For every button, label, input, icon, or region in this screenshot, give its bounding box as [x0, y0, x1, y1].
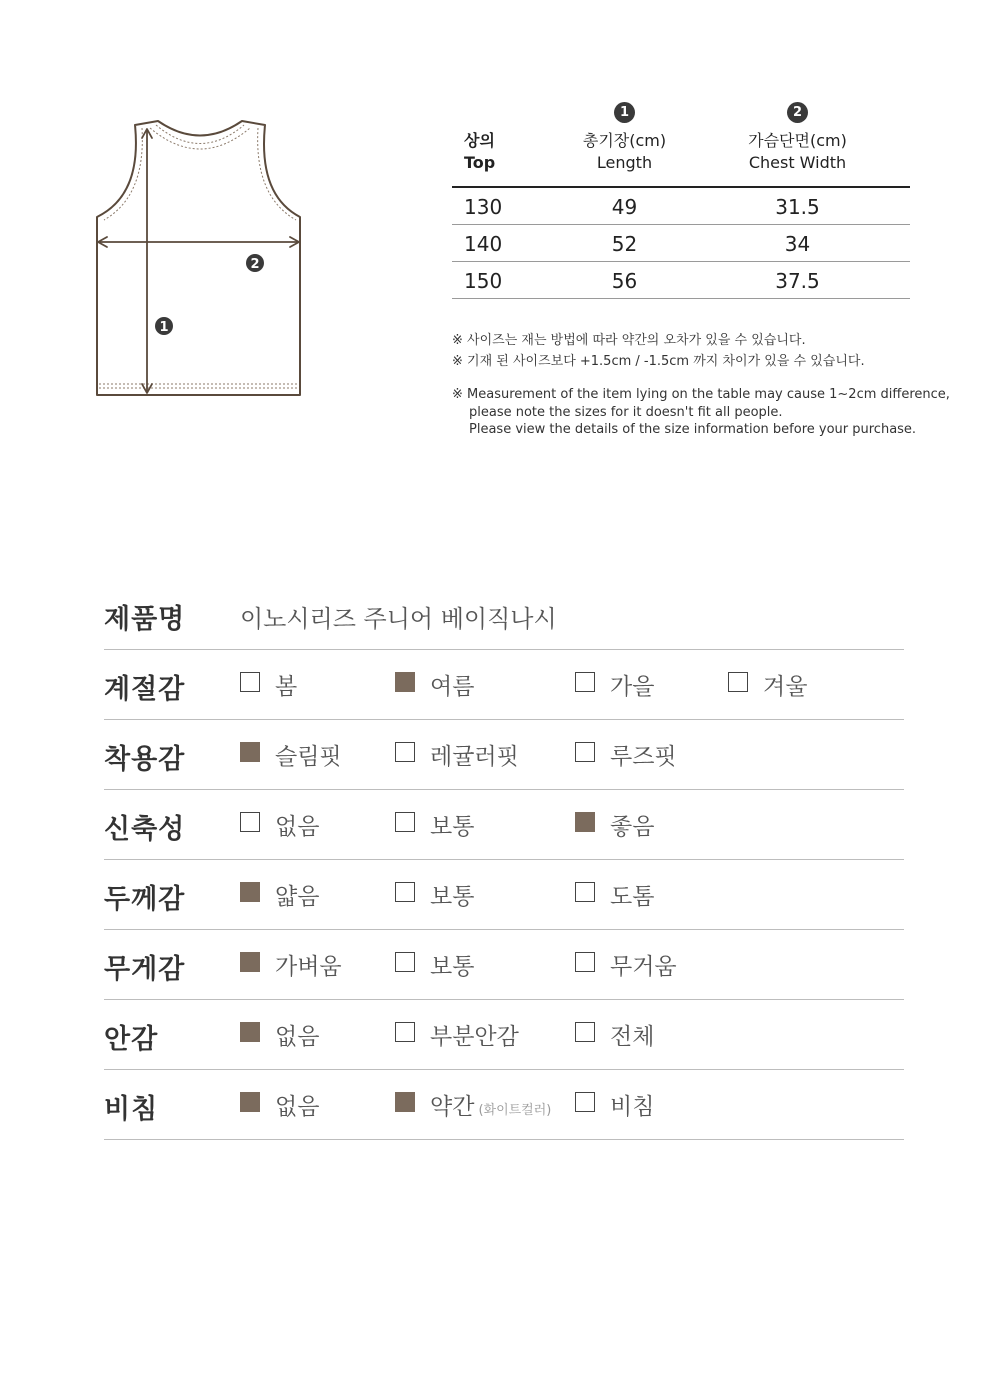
- header-chest: [720, 130, 875, 174]
- marker-chest-badge: 2: [787, 102, 808, 123]
- marker-chest-icon: [246, 254, 264, 272]
- option-text: 좋음: [610, 814, 655, 840]
- checked-box-icon: [395, 1092, 415, 1112]
- header-top-en: Top: [464, 153, 496, 172]
- spec-label: 두께감: [104, 884, 186, 915]
- unchecked-box-icon: [395, 882, 415, 902]
- option-text: 슬림핏: [275, 744, 342, 770]
- size-notes: [452, 330, 950, 439]
- option-text: 얇음: [275, 884, 320, 910]
- option-text: 여름: [430, 674, 475, 700]
- marker-length-icon: [155, 317, 173, 335]
- product-name: 이노시리즈 주니어 베이직나시: [240, 605, 557, 633]
- option-text: 봄: [275, 674, 298, 700]
- option-label: [610, 808, 654, 841]
- option-text: 전체: [610, 1024, 655, 1050]
- unchecked-box-icon: [395, 1022, 415, 1042]
- option-label: [275, 1088, 319, 1121]
- option-label: [430, 878, 474, 911]
- marker-length-badge: 1: [614, 102, 635, 123]
- option-text: 보통: [430, 884, 475, 910]
- table-row: [452, 262, 910, 299]
- unchecked-box-icon: [575, 952, 595, 972]
- note-ko-1: ※ 사이즈는 재는 방법에 따라 약간의 오차가 있을 수 있습니다.: [452, 333, 806, 348]
- note-ko-2: ※ 기재 된 사이즈보다 +1.5cm / -1.5cm 까지 차이가 있을 수 있습니다.: [452, 354, 865, 369]
- checked-box-icon: [240, 1092, 260, 1112]
- header-length: [547, 130, 702, 174]
- spec-row: [104, 1000, 904, 1070]
- unchecked-box-icon: [575, 742, 595, 762]
- option-label: [430, 948, 474, 981]
- spec-label: 신축성: [104, 814, 186, 845]
- spec-label: 안감: [104, 1024, 159, 1055]
- option-label: [275, 808, 319, 841]
- option-text: 없음: [275, 1094, 320, 1120]
- option-label: [610, 1018, 654, 1051]
- unchecked-box-icon: [395, 812, 415, 832]
- header-top-ko: 상의: [464, 131, 495, 150]
- spec-label: 착용감: [104, 744, 186, 775]
- neckline-stitch: [150, 128, 250, 149]
- option-label: [610, 738, 677, 771]
- size-cell: 140: [464, 232, 503, 256]
- unchecked-box-icon: [240, 812, 260, 832]
- option-text: 겨울: [763, 674, 808, 700]
- unchecked-box-icon: [575, 1092, 595, 1112]
- note-en-2: please note the sizes for it doesn't fit all people.: [469, 404, 783, 420]
- header-length-en: Length: [596, 153, 653, 172]
- spec-table: [104, 580, 904, 1140]
- header-top: [464, 130, 495, 174]
- option-text: 가벼움: [275, 954, 342, 980]
- length-cell: 52: [611, 232, 638, 256]
- checked-box-icon: [240, 952, 260, 972]
- option-label: [275, 668, 297, 701]
- option-label: [610, 878, 654, 911]
- table-row: [452, 225, 910, 262]
- spec-row: [104, 1070, 904, 1140]
- option-subtext: (화이트컬러): [478, 1103, 552, 1118]
- checked-box-icon: [240, 882, 260, 902]
- checked-box-icon: [240, 742, 260, 762]
- length-cell: 49: [611, 195, 638, 219]
- unchecked-box-icon: [395, 952, 415, 972]
- option-text: 비침: [610, 1094, 655, 1120]
- unchecked-box-icon: [575, 672, 595, 692]
- option-label: [430, 668, 474, 701]
- length-cell: 56: [611, 269, 638, 293]
- spec-row: [104, 720, 904, 790]
- header-chest-ko: 가슴단면(cm): [748, 131, 847, 150]
- size-table-header: [452, 128, 910, 188]
- size-cell: 130: [464, 195, 503, 219]
- svg-text:1: 1: [159, 320, 169, 335]
- spec-label: 계절감: [104, 674, 186, 705]
- option-text: 레귤러핏: [430, 744, 519, 770]
- option-text: 없음: [275, 1024, 320, 1050]
- size-cell: 150: [464, 269, 503, 293]
- spec-row: [104, 650, 904, 720]
- header-length-ko: 총기장(cm): [582, 131, 667, 150]
- option-label: [430, 808, 474, 841]
- note-en-1: ※ Measurement of the item lying on the table may cause 1~2cm difference,: [452, 387, 950, 402]
- svg-text:2: 2: [250, 257, 260, 272]
- marker-row: [452, 98, 910, 128]
- option-label: [430, 1018, 519, 1051]
- option-label: [275, 878, 319, 911]
- option-text: 가을: [610, 674, 655, 700]
- option-label: [275, 738, 342, 771]
- spec-label: 비침: [104, 1094, 159, 1125]
- chest-cell: 31.5: [775, 195, 820, 219]
- option-label: [763, 668, 807, 701]
- unchecked-box-icon: [395, 742, 415, 762]
- tank-top-diagram: [90, 115, 310, 405]
- spec-row: [104, 790, 904, 860]
- option-text: 도톰: [610, 884, 655, 910]
- option-text: 약간: [430, 1094, 475, 1120]
- header-chest-en: Chest Width: [748, 153, 847, 172]
- option-label: [610, 668, 654, 701]
- product-name-row: [104, 580, 904, 650]
- option-label: [610, 1088, 654, 1121]
- tank-outline: [97, 121, 300, 395]
- option-text: 보통: [430, 954, 475, 980]
- spec-row: [104, 930, 904, 1000]
- spec-label: 무게감: [104, 954, 186, 985]
- checked-box-icon: [575, 812, 595, 832]
- unchecked-box-icon: [240, 672, 260, 692]
- option-label: [275, 1018, 319, 1051]
- checked-box-icon: [395, 672, 415, 692]
- option-text: 부분안감: [430, 1024, 519, 1050]
- option-text: 무거움: [610, 954, 677, 980]
- unchecked-box-icon: [728, 672, 748, 692]
- option-text: 없음: [275, 814, 320, 840]
- option-text: 루즈핏: [610, 744, 677, 770]
- chest-cell: 37.5: [775, 269, 820, 293]
- option-label: [275, 948, 342, 981]
- note-en-3: Please view the details of the size information before your purchase.: [469, 422, 917, 437]
- option-label: [610, 948, 677, 981]
- unchecked-box-icon: [575, 882, 595, 902]
- checked-box-icon: [240, 1022, 260, 1042]
- option-text: 보통: [430, 814, 475, 840]
- unchecked-box-icon: [575, 1022, 595, 1042]
- spec-label: 제품명: [104, 604, 186, 635]
- table-row: [452, 188, 910, 225]
- option-label: [430, 1088, 551, 1121]
- note-en: [452, 386, 950, 439]
- spec-row: [104, 860, 904, 930]
- chest-cell: 34: [784, 232, 811, 256]
- option-label: [430, 738, 519, 771]
- size-table: [452, 98, 910, 299]
